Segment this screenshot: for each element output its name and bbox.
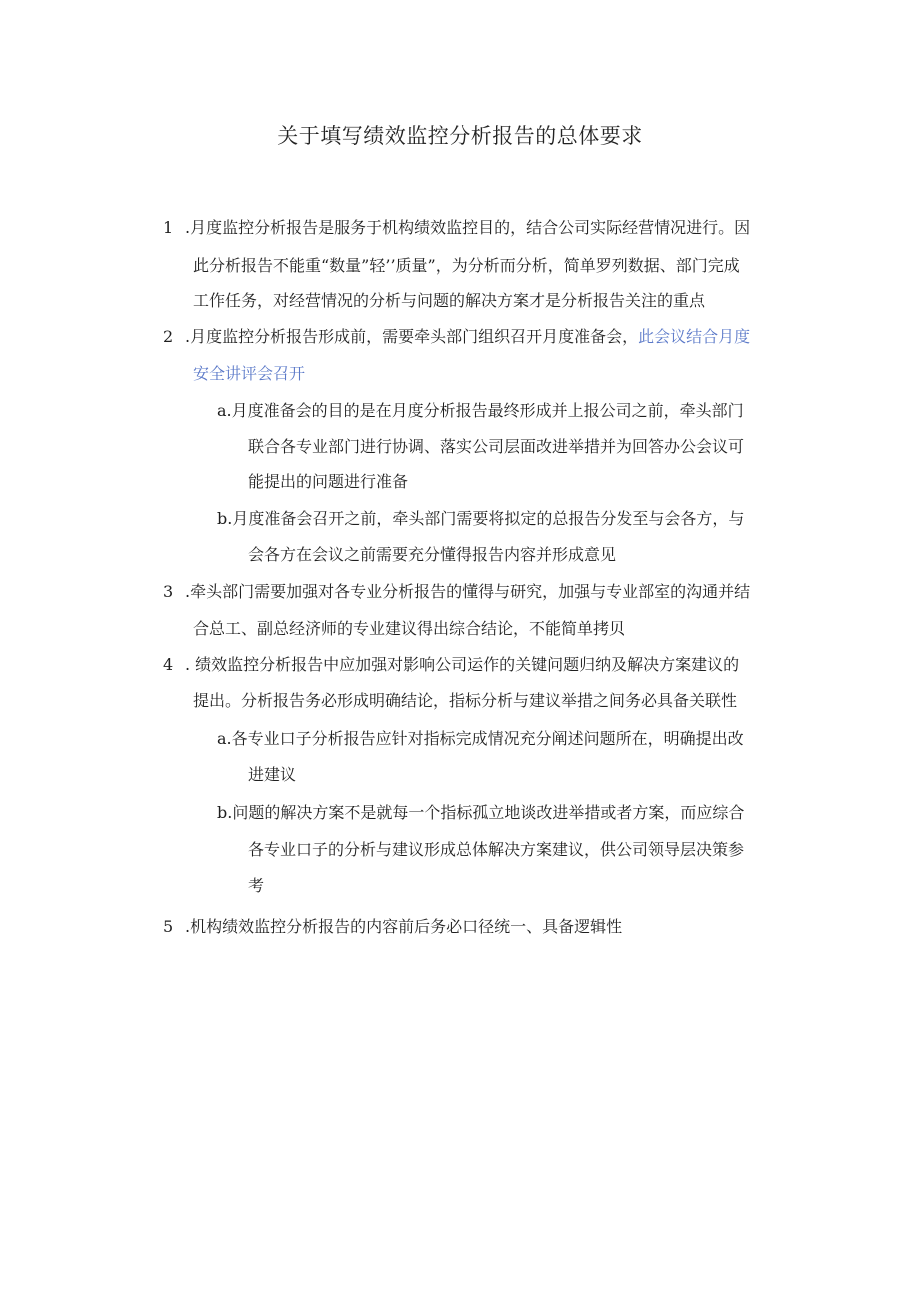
item-text: .月度监控分析报告形成前，需要牵头部门组织召开月度准备会， — [185, 327, 639, 346]
item-text-line: . 绩效监控分析报告中应加强对影响公司运作的关键问题归纳及解决方案建议的 — [185, 655, 740, 674]
subitem-text-line: 进建议 — [248, 765, 297, 784]
subitem-text-line: a.各专业口子分析报告应针对指标完成情况充分阐述问题所在，明确提出改 — [217, 729, 744, 748]
subitem-text-line: 能提出的问题进行准备 — [248, 472, 409, 491]
item-text-line — [185, 327, 750, 347]
item-text-line: .牵头部门需要加强对各专业分析报告的懂得与研究，加强与专业部室的沟通并结 — [185, 582, 751, 601]
subitem-text-line: 各专业口子的分析与建议形成总体解决方案建议，供公司领导层决策参 — [248, 840, 745, 859]
highlighted-text: 此会议结合月度 — [638, 327, 751, 346]
item-text-line: 合总工、副总经济师的专业建议得出综合结论，不能简单拷贝 — [193, 619, 626, 638]
document-title: 关于填写绩效监控分析报告的总体要求 — [277, 124, 643, 148]
item-number: 4 — [163, 655, 174, 674]
subitem-text-line: a.月度准备会的目的是在月度分析报告最终形成并上报公司之前，牵头部门 — [217, 401, 744, 420]
item-text-line: .月度监控分析报告是服务于机构绩效监控目的，结合公司实际经营情况进行。因 — [185, 218, 751, 237]
item-text-line: 此分析报告不能重“数量”轻’’质量”，为分析而分析，简单罗列数据、部门完成 — [193, 256, 740, 275]
subitem-text-line: 联合各专业部门进行协调、落实公司层面改进举措并为回答办公会议可 — [248, 437, 745, 456]
item-text-line: .机构绩效监控分析报告的内容前后务必口径统一、具备逻辑性 — [185, 917, 623, 936]
item-number: 5 — [163, 917, 174, 936]
subitem-text-line: b.月度准备会召开之前，牵头部门需要将拟定的总报告分发至与会各方，与 — [217, 509, 745, 528]
item-text-line: 提出。分析报告务必形成明确结论，指标分析与建议举措之间务必具备关联性 — [193, 691, 738, 710]
subitem-text-line: 会各方在会议之前需要充分懂得报告内容并形成意见 — [248, 545, 617, 564]
item-text-line: 工作任务，对经营情况的分析与问题的解决方案才是分析报告关注的重点 — [193, 291, 706, 310]
subitem-text-line: b.问题的解决方案不是就每一个指标孤立地谈改进举措或者方案，而应综合 — [217, 803, 745, 822]
subitem-text-line: 考 — [248, 876, 265, 895]
highlighted-text: 安全讲评会召开 — [193, 364, 306, 383]
item-number: 3 — [163, 582, 174, 601]
item-number: 1 — [163, 218, 174, 237]
item-number: 2 — [163, 327, 174, 346]
